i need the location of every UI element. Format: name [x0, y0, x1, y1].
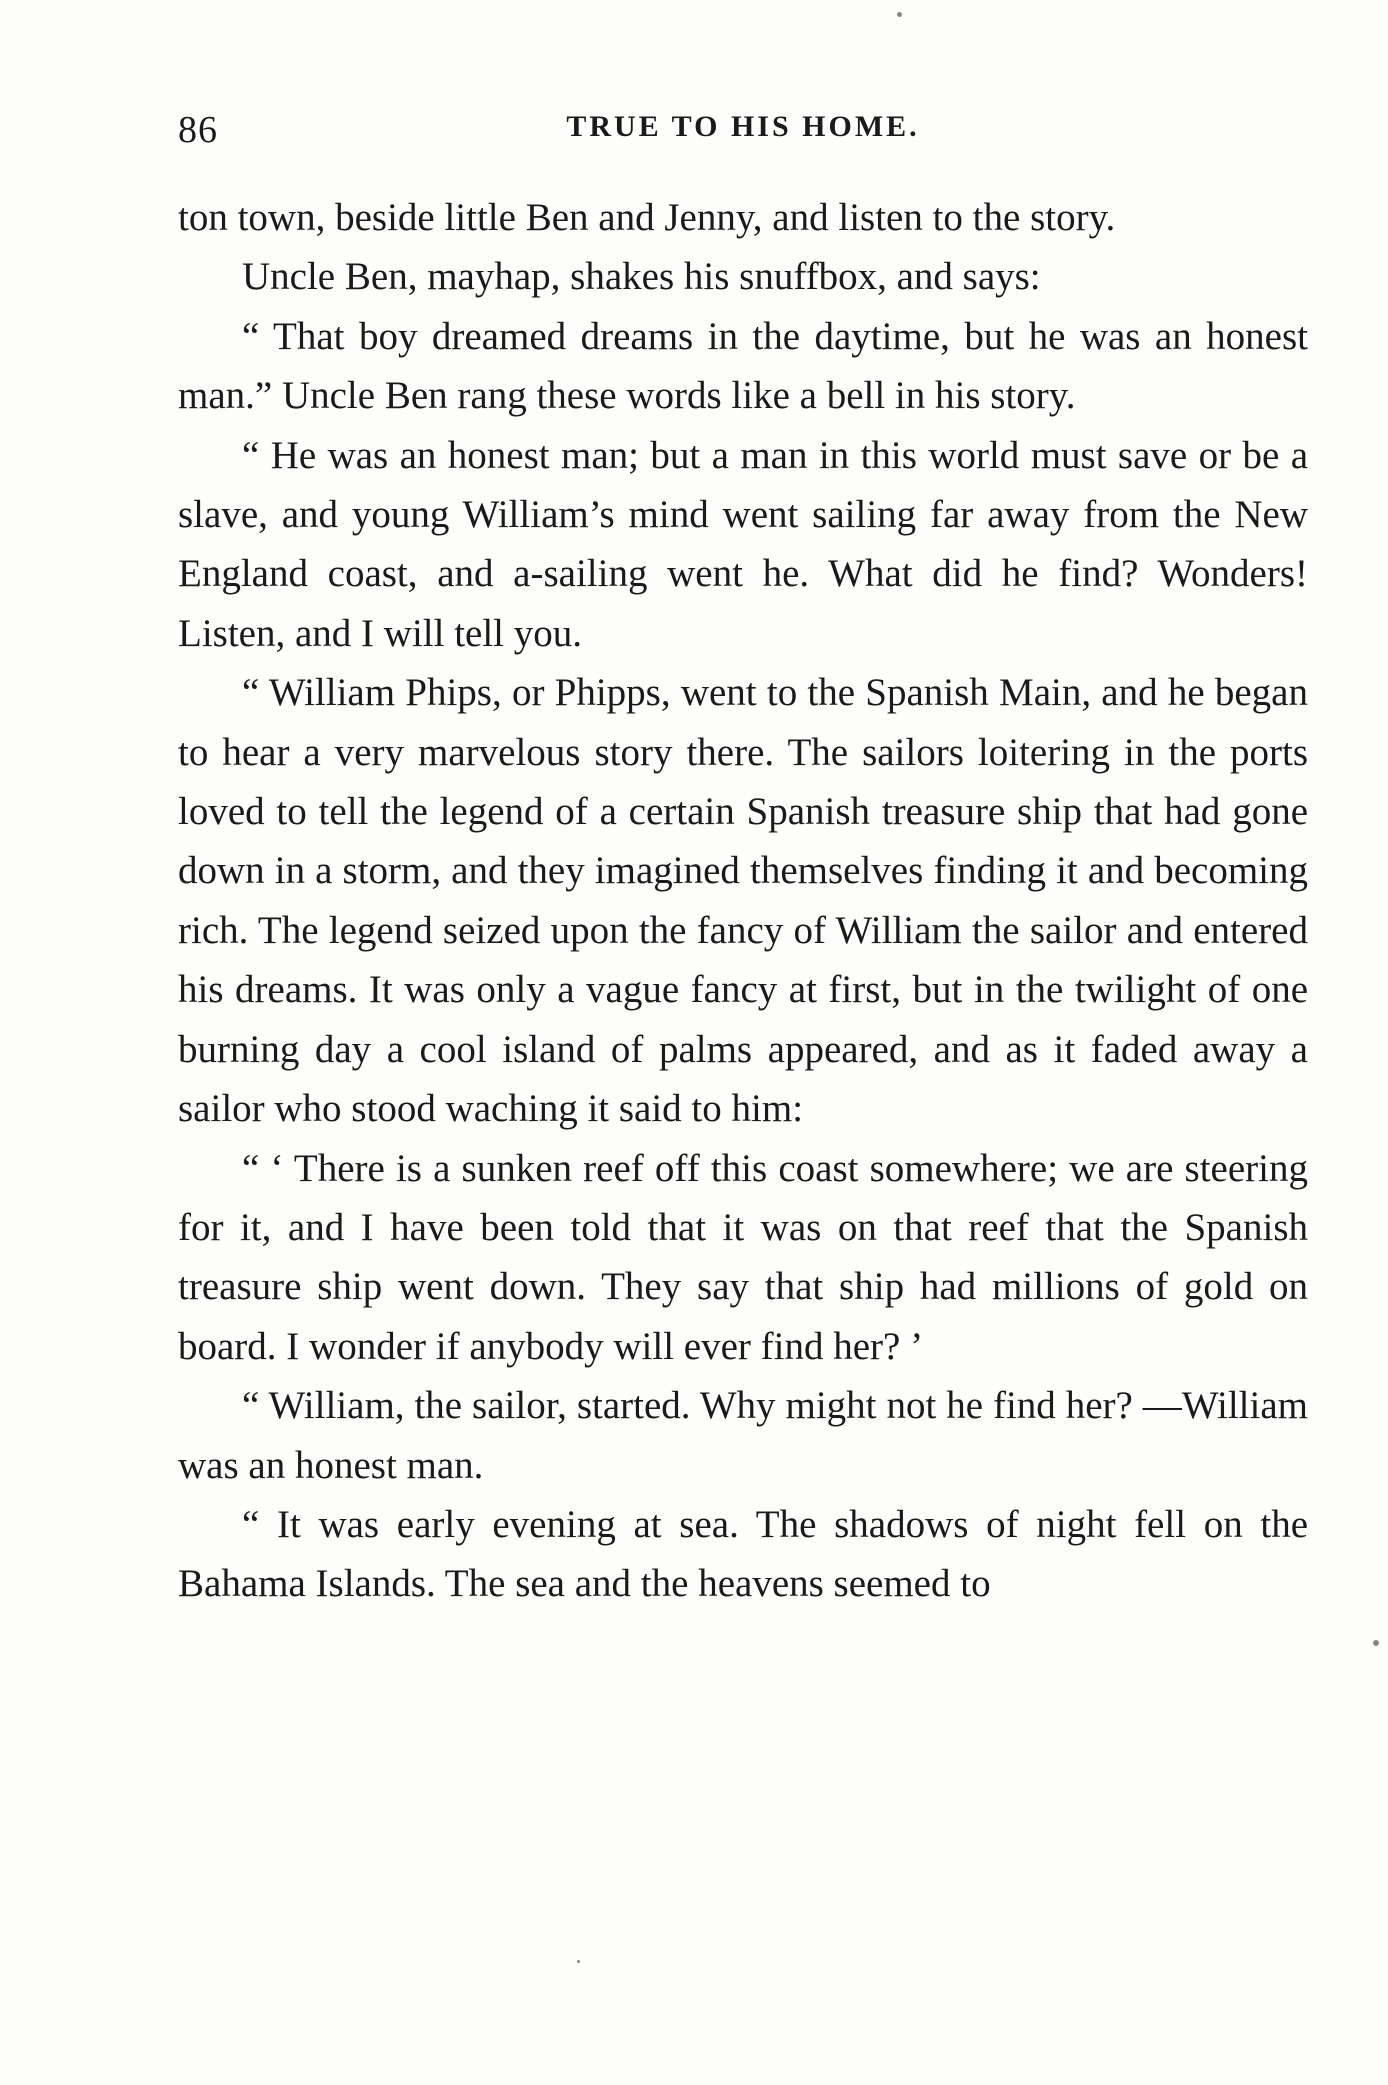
- paragraph: “ William Phips, or Phipps, went to the Spanish Main, and he began to hear a very marvelous story there. The sailors loitering in the ports loved to tell the legend of a certain Spanish treasure ship that had gone down in a storm, and they imagined themselves finding it and becoming rich. The legend seized upon the fancy of William the sailor and entered his dreams. It was only a vague fancy at first, but in the twilight of one burning day a cool island of palms appeared, and as it faded away a sailor who stood waching it said to him:: [178, 671, 1308, 1131]
- running-title: TRUE TO HIS HOME.: [566, 110, 920, 143]
- paragraph: “ It was early evening at sea. The shadows of night fell on the Bahama Islands. The sea and the heavens seemed to: [178, 1502, 1308, 1606]
- paragraph: “ He was an honest man; but a man in this world must save or be a slave, and young William’s mind went sailing far away from the New England coast, and a-sailing went he. What did he find? Wonders! Listen, and I will tell you.: [178, 433, 1308, 655]
- page-number: 86: [178, 109, 218, 151]
- paragraph: “ ‘ There is a sunken reef off this coast somewhere; we are steering for it, and I have been told that it was on that reef that the Spanish treasure ship went down. They say that ship had millions of gold on board. I wonder if anybody will ever find her? ’: [178, 1146, 1308, 1368]
- paragraph: “ That boy dreamed dreams in the daytime, but he was an honest man.” Uncle Ben rang these words like a bell in his story.: [178, 314, 1308, 418]
- print-speck: [897, 12, 902, 17]
- paragraph: “ William, the sailor, started. Why might not he find her? —William was an honest man.: [178, 1384, 1308, 1487]
- paragraph-continuation: ton town, beside little Ben and Jenny, and listen to the story.: [178, 196, 1116, 239]
- paragraph: Uncle Ben, mayhap, shakes his snuffbox, and says:: [242, 255, 1041, 299]
- print-speck: [577, 1960, 580, 1963]
- body-text: [178, 188, 1308, 1614]
- running-head: [178, 108, 1308, 156]
- print-speck: [1373, 1640, 1379, 1646]
